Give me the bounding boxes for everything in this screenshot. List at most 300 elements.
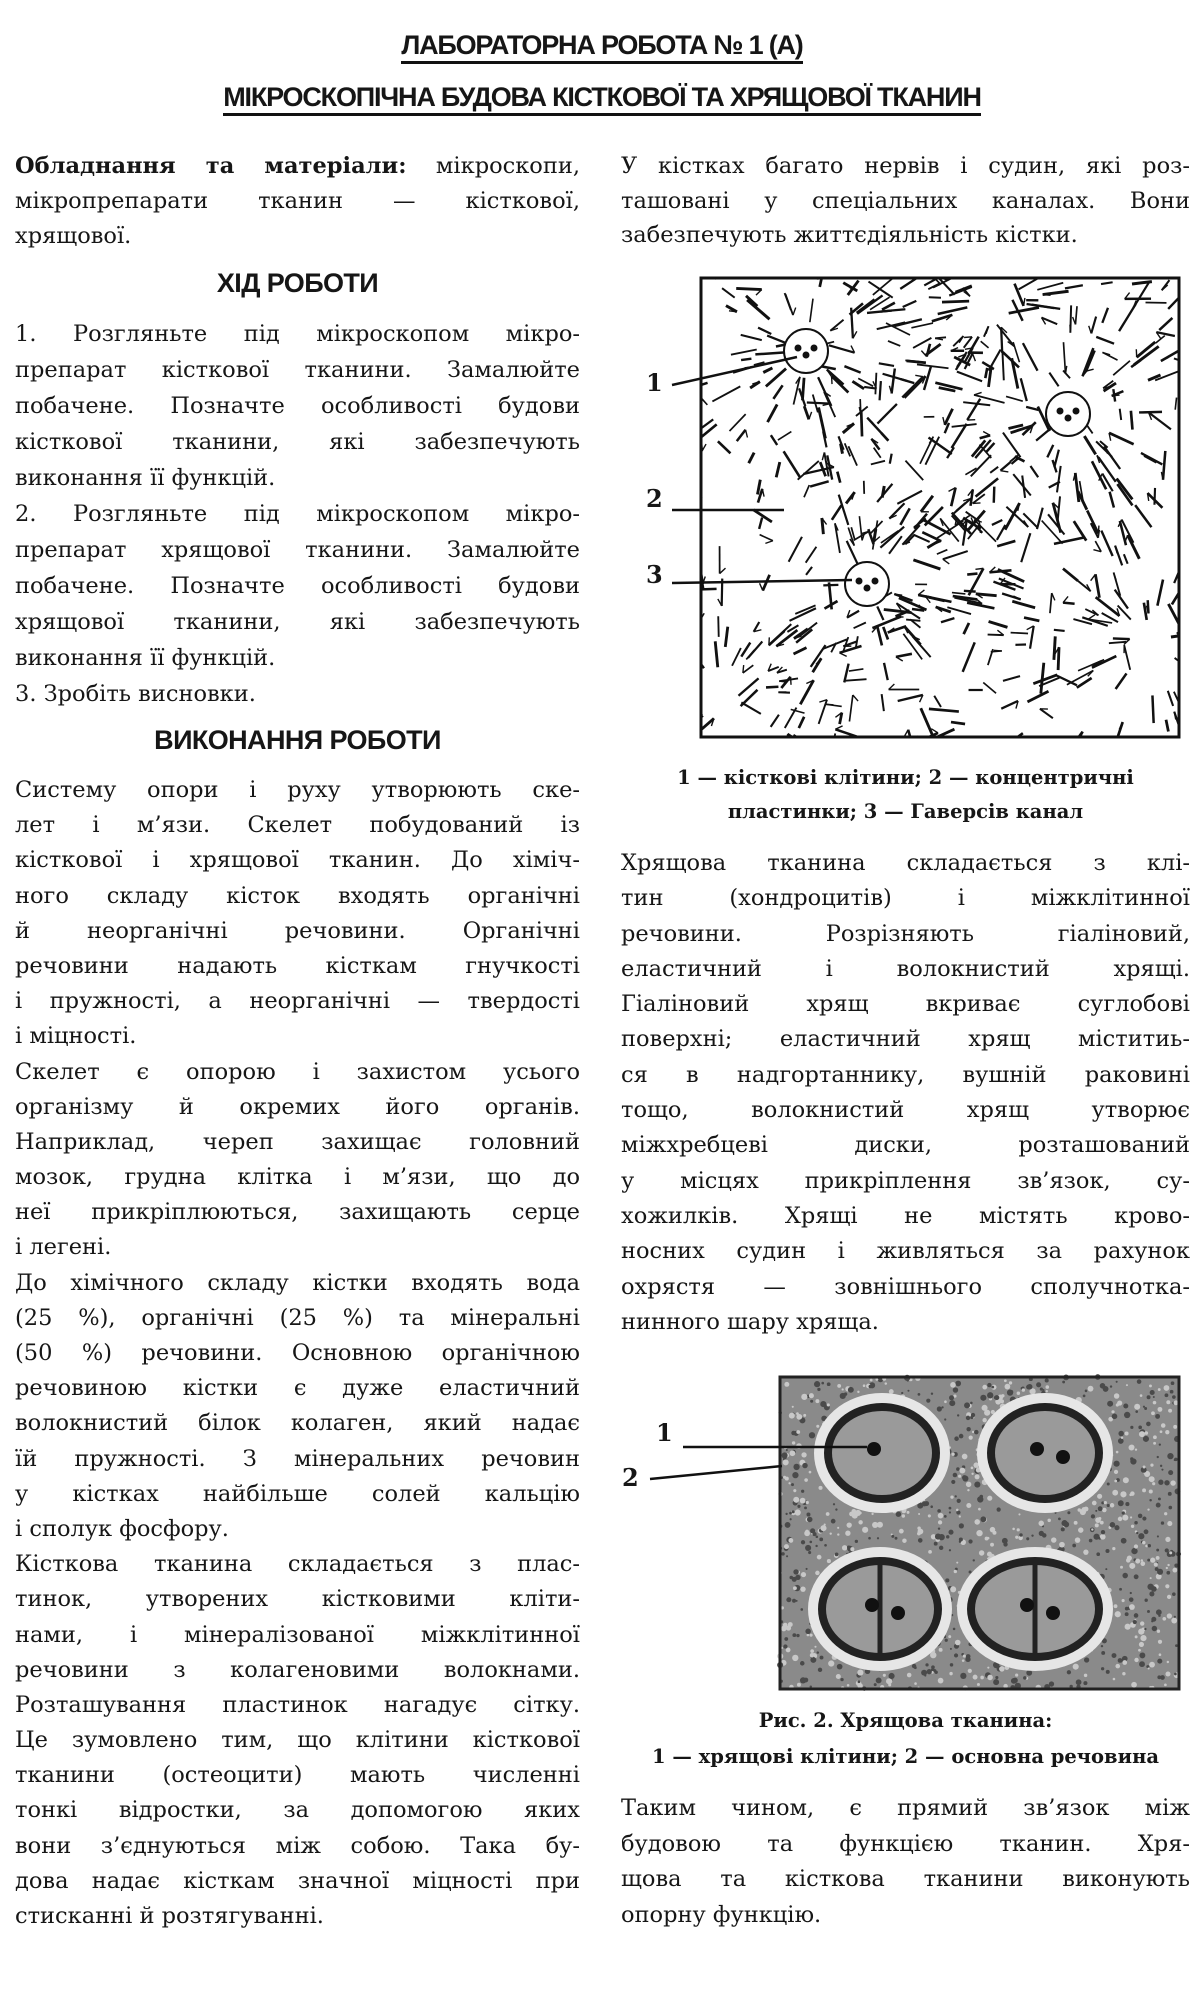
text-line: стисканні й розтягуванні. [15,1903,324,1929]
matrix-grain [788,1538,793,1543]
matrix-grain [950,1382,956,1388]
text-line: речовини з колагеновими волокнами. [15,1656,580,1683]
matrix-grain [1138,1514,1143,1519]
matrix-grain [1124,1412,1130,1418]
matrix-grain [855,1540,858,1543]
matrix-grain [971,1473,973,1475]
matrix-grain [950,1648,952,1650]
matrix-grain [783,1459,789,1465]
matrix-grain [1110,1385,1112,1387]
matrix-grain [862,1527,868,1533]
matrix-grain [954,1653,958,1657]
matrix-grain [1145,1545,1148,1548]
matrix-grain [953,1628,956,1631]
text-line: Наприклад, череп захищає головний [15,1128,580,1155]
matrix-grain [962,1476,968,1482]
matrix-grain [1125,1607,1129,1611]
matrix-grain [1098,1506,1103,1511]
matrix-grain [1166,1567,1168,1569]
matrix-grain [1168,1492,1172,1496]
matrix-grain [797,1505,800,1508]
matrix-grain [1010,1390,1013,1393]
matrix-grain [1142,1541,1146,1545]
matrix-grain [1063,1521,1069,1527]
matrix-grain [849,1512,854,1517]
matrix-grain [1134,1544,1138,1548]
matrix-grain [1155,1414,1160,1419]
matrix-grain [1080,1509,1086,1515]
matrix-grain [946,1535,949,1538]
matrix-grain [1134,1613,1139,1618]
matrix-grain [1104,1501,1107,1504]
matrix-grain [1172,1395,1176,1399]
matrix-grain [800,1661,805,1666]
matrix-grain [1161,1423,1166,1428]
matrix-grain [1131,1525,1134,1528]
matrix-grain [1147,1395,1151,1399]
matrix-grain [974,1482,980,1488]
matrix-grain [1134,1574,1139,1579]
matrix-grain [969,1570,972,1573]
matrix-grain [868,1537,871,1540]
matrix-grain [1120,1491,1126,1497]
matrix-grain [819,1486,823,1490]
matrix-grain [1143,1406,1145,1408]
matrix-grain [949,1549,951,1551]
matrix-grain [1059,1542,1065,1548]
matrix-grain [1167,1453,1173,1459]
text-line: Це зумовлено тим, що клітини кісткової [15,1727,580,1754]
text-line: і легені. [15,1234,112,1261]
matrix-grain [1005,1384,1011,1390]
matrix-grain [793,1464,799,1470]
matrix-grain [847,1523,852,1528]
matrix-grain [805,1629,810,1634]
matrix-grain [805,1546,808,1549]
matrix-grain [1138,1649,1141,1652]
matrix-grain [1135,1559,1140,1564]
matrix-grain [907,1511,910,1514]
matrix-grain [1135,1448,1137,1450]
matrix-grain [810,1653,815,1658]
matrix-grain [1122,1573,1128,1579]
matrix-grain [963,1654,966,1657]
matrix-grain [939,1546,943,1550]
matrix-grain [1167,1595,1171,1599]
leader-line [650,1466,782,1479]
matrix-grain [941,1406,943,1408]
matrix-grain [1165,1584,1169,1588]
matrix-grain [1097,1494,1102,1499]
matrix-grain [1153,1401,1157,1405]
matrix-grain [990,1543,994,1547]
matrix-grain [1130,1516,1132,1518]
matrix-grain [872,1522,878,1528]
matrix-grain [948,1530,953,1535]
text-line: 2. Розгляньте під мікроскопом мікро- [15,501,580,527]
matrix-grain [1140,1394,1143,1397]
matrix-grain [1102,1508,1107,1513]
matrix-grain [1017,1391,1020,1394]
figure2-label-1: 1 [656,1418,673,1447]
matrix-grain [1122,1599,1125,1602]
matrix-grain [807,1517,813,1523]
matrix-grain [840,1393,846,1399]
matrix-grain [819,1537,823,1541]
matrix-grain [944,1400,947,1403]
matrix-grain [818,1668,822,1672]
matrix-grain [949,1400,955,1406]
figure2-caption-title: Рис. 2. Хрящова тканина: [758,1709,1053,1732]
matrix-grain [786,1597,791,1602]
matrix-grain [836,1674,841,1679]
text-line: У кістках багато нервів і судин, які роз- [621,153,1190,179]
matrix-grain [1151,1586,1157,1592]
cartilage-cell [832,1411,932,1495]
matrix-grain [956,1509,959,1512]
matrix-grain [977,1496,983,1502]
text-line: їй пружності. З мінеральних речовин [15,1445,580,1472]
matrix-grain [949,1511,951,1513]
matrix-grain [1150,1464,1153,1467]
matrix-grain [934,1542,938,1546]
matrix-grain [1174,1458,1178,1462]
matrix-grain [966,1416,970,1420]
matrix-grain [994,1395,999,1400]
matrix-grain [973,1559,975,1561]
matrix-grain [1042,1389,1044,1391]
matrix-grain [949,1672,952,1675]
matrix-grain [1158,1614,1161,1617]
matrix-grain [828,1660,834,1666]
matrix-grain [1125,1432,1129,1436]
matrix-grain [1083,1550,1088,1555]
matrix-grain [966,1427,970,1431]
matrix-grain [1120,1566,1123,1569]
figure2-label-2: 2 [622,1463,639,1492]
matrix-grain [1136,1532,1138,1534]
matrix-grain [1015,1674,1018,1677]
matrix-grain [978,1508,981,1511]
matrix-grain [793,1489,796,1492]
matrix-grain [783,1476,786,1479]
matrix-grain [1046,1385,1050,1389]
text-line: тощо, волокнистий хрящ утворює [621,1097,1190,1124]
matrix-grain [1160,1675,1165,1680]
matrix-grain [966,1503,971,1508]
text-line: поверхні; еластичний хрящ міститиь- [621,1026,1190,1053]
matrix-grain [1118,1658,1123,1663]
matrix-grain [1095,1523,1099,1527]
matrix-grain [1075,1537,1081,1543]
matrix-grain [987,1392,993,1398]
text-line: і пружності, а неорганічні — твердості [15,988,580,1015]
matrix-grain [889,1389,894,1394]
matrix-grain [939,1648,943,1652]
text-line: вони з’єднуються між собою. Така бу- [15,1832,580,1859]
matrix-grain [949,1395,954,1400]
matrix-grain [1113,1461,1119,1467]
matrix-grain [800,1498,806,1504]
matrix-grain [1095,1510,1097,1512]
matrix-grain [814,1646,816,1648]
matrix-grain [1100,1383,1106,1389]
matrix-grain [1100,1521,1104,1525]
text-line: 3. Зробіть висновки. [15,681,256,707]
matrix-grain [793,1586,797,1590]
matrix-grain [1144,1431,1148,1435]
matrix-grain [1114,1470,1118,1474]
matrix-grain [974,1430,978,1434]
matrix-grain [847,1546,850,1549]
text-line: тканини (остеоцити) мають численні [15,1762,580,1789]
matrix-grain [902,1538,906,1542]
matrix-grain [1158,1497,1161,1500]
matrix-grain [1123,1477,1129,1483]
matrix-grain [792,1633,796,1637]
figure1-label-2: 2 [646,484,663,513]
lab-subtitle-text: МІКРОСКОПІЧНА БУДОВА КІСТКОВОЇ ТА ХРЯЩОВОЇ ТКАНИН [223,82,981,116]
matrix-grain [857,1670,863,1676]
matrix-grain [793,1497,799,1503]
matrix-grain [901,1392,903,1394]
matrix-grain [1167,1613,1172,1618]
matrix-grain [786,1626,790,1630]
matrix-grain [950,1663,953,1666]
matrix-grain [1116,1381,1118,1383]
matrix-grain [817,1388,820,1391]
matrix-grain [1167,1521,1172,1526]
matrix-grain [840,1678,843,1681]
matrix-grain [921,1670,927,1676]
matrix-grain [1172,1568,1177,1573]
matrix-grain [1114,1604,1118,1608]
matrix-grain [907,1673,912,1678]
text-line: речовини надають кісткам гнучкості [15,952,580,979]
matrix-grain [926,1399,930,1403]
matrix-grain [888,1673,894,1679]
matrix-grain [969,1436,973,1440]
matrix-grain [1106,1670,1110,1674]
matrix-grain [792,1655,798,1661]
text-line: охрястя — зовнішнього сполучнотка- [621,1273,1190,1300]
matrix-grain [809,1432,815,1438]
procedure-heading: ХІД РОБОТИ [216,268,379,298]
matrix-grain [966,1482,971,1487]
matrix-grain [955,1381,961,1387]
matrix-grain [959,1537,963,1541]
matrix-grain [1144,1599,1147,1602]
matrix-grain [1140,1561,1145,1566]
matrix-grain [1002,1538,1008,1544]
matrix-grain [1083,1394,1086,1397]
matrix-grain [1153,1442,1156,1445]
matrix-grain [1172,1592,1176,1596]
matrix-grain [944,1418,946,1420]
matrix-grain [1112,1490,1118,1496]
matrix-grain [1149,1476,1155,1482]
matrix-grain [1122,1515,1128,1521]
matrix-grain [938,1513,944,1519]
matrix-grain [970,1402,973,1405]
matrix-grain [1119,1588,1122,1591]
matrix-grain [1170,1480,1175,1485]
nucleus [867,1442,881,1456]
matrix-grain [951,1453,954,1456]
matrix-grain [938,1678,944,1684]
matrix-grain [934,1671,937,1674]
text-line: кісткової і хрящової тканин. До хіміч- [15,847,580,874]
matrix-grain [975,1474,980,1479]
matrix-grain [1157,1569,1163,1575]
matrix-grain [784,1637,788,1641]
matrix-grain [1129,1597,1134,1602]
matrix-grain [859,1512,862,1515]
matrix-grain [815,1399,819,1403]
matrix-grain [800,1586,805,1591]
matrix-grain [959,1523,964,1528]
matrix-grain [789,1576,793,1580]
matrix-grain [801,1490,804,1493]
matrix-grain [1122,1660,1127,1665]
matrix-grain [809,1471,812,1474]
matrix-grain [950,1496,953,1499]
matrix-grain [959,1434,964,1439]
matrix-grain [797,1683,801,1687]
matrix-grain [827,1559,831,1563]
matrix-grain [827,1403,830,1406]
matrix-grain [806,1512,810,1516]
matrix-grain [964,1402,970,1408]
matrix-grain [796,1430,800,1434]
matrix-grain [1083,1681,1087,1685]
matrix-grain [1159,1444,1161,1446]
matrix-grain [952,1481,955,1484]
matrix-grain [931,1392,933,1394]
text-line: лет і м’язи. Скелет побудований із [15,812,580,839]
text-line: у місцях прикріплення зв’язок, су- [621,1167,1190,1194]
matrix-grain [962,1659,965,1662]
matrix-grain [833,1503,835,1505]
matrix-grain [824,1523,826,1525]
matrix-grain [1158,1388,1161,1391]
matrix-grain [1166,1400,1170,1404]
matrix-grain [895,1537,898,1540]
matrix-grain [1072,1544,1076,1548]
matrix-grain [1156,1503,1161,1508]
matrix-grain [987,1537,990,1540]
matrix-grain [968,1669,972,1673]
matrix-grain [795,1575,800,1580]
matrix-grain [789,1512,792,1515]
text-line: волокнистий білок колаген, який надає [15,1410,580,1437]
matrix-grain [1158,1640,1162,1644]
matrix-grain [982,1405,988,1411]
matrix-grain [958,1475,961,1478]
matrix-grain [802,1463,807,1468]
matrix-grain [1058,1518,1061,1521]
matrix-grain [914,1682,917,1685]
matrix-grain [1012,1528,1015,1531]
matrix-grain [1105,1549,1109,1553]
matrix-grain [1147,1610,1150,1613]
matrix-grain [990,1527,995,1532]
matrix-grain [842,1545,847,1550]
matrix-grain [918,1538,923,1543]
text-line: міжхребцеві диски, розташований [621,1132,1190,1159]
matrix-grain [809,1634,812,1637]
matrix-grain [874,1683,877,1686]
matrix-grain [801,1452,806,1457]
matrix-grain [1164,1480,1169,1485]
matrix-grain [1161,1521,1164,1524]
matrix-grain [1107,1401,1113,1407]
matrix-grain [830,1532,832,1534]
text-line: у кістках найбільше солей кальцію [15,1480,580,1507]
text-line: неї прикріплюються, захищають серце [15,1199,580,1226]
matrix-grain [1161,1469,1163,1471]
matrix-grain [1051,1537,1056,1542]
text-line: ташовані у спеціальних каналах. Вони [621,187,1190,214]
matrix-grain [871,1513,873,1515]
matrix-grain [957,1414,959,1416]
text-line: До хімічного складу кістки входять вода [15,1269,580,1296]
matrix-grain [1174,1616,1176,1618]
matrix-grain [1169,1551,1172,1554]
matrix-grain [1139,1652,1145,1658]
matrix-grain [1168,1470,1173,1475]
matrix-grain [1157,1630,1160,1633]
matrix-grain [1110,1522,1116,1528]
matrix-grain [1156,1549,1159,1552]
matrix-grain [1004,1379,1007,1382]
matrix-grain [1045,1378,1049,1382]
matrix-grain [1078,1527,1083,1532]
matrix-grain [809,1541,812,1544]
matrix-grain [1149,1499,1151,1501]
matrix-grain [1159,1653,1162,1656]
matrix-grain [1144,1628,1146,1630]
matrix-grain [937,1509,941,1513]
matrix-grain [1149,1384,1152,1387]
matrix-grain [982,1418,986,1422]
text-line: Гіаліновий хрящ вкриває суглобові [621,991,1190,1018]
matrix-grain [850,1547,854,1551]
matrix-grain [1150,1390,1155,1395]
matrix-grain [1127,1555,1132,1560]
matrix-grain [1111,1410,1114,1413]
equipment-text: мікропрепарати тканин — кісткової, [15,188,580,214]
matrix-grain [953,1473,958,1478]
nucleus [1056,1450,1070,1464]
matrix-grain [995,1676,998,1679]
matrix-grain [987,1667,989,1669]
matrix-grain [1116,1451,1119,1454]
text-line: хожилків. Хрящі не містять крово- [621,1202,1190,1229]
matrix-grain [891,1535,894,1538]
matrix-grain [1089,1539,1093,1543]
matrix-grain [972,1431,974,1433]
matrix-grain [1174,1673,1177,1676]
text-line: і міцності. [15,1023,137,1050]
matrix-grain [1149,1489,1153,1493]
matrix-grain [1019,1533,1022,1536]
equipment-text: мікроскопи, [406,153,580,179]
matrix-grain [962,1454,968,1460]
matrix-grain [935,1533,941,1539]
matrix-grain [918,1513,920,1515]
matrix-grain [842,1388,844,1390]
